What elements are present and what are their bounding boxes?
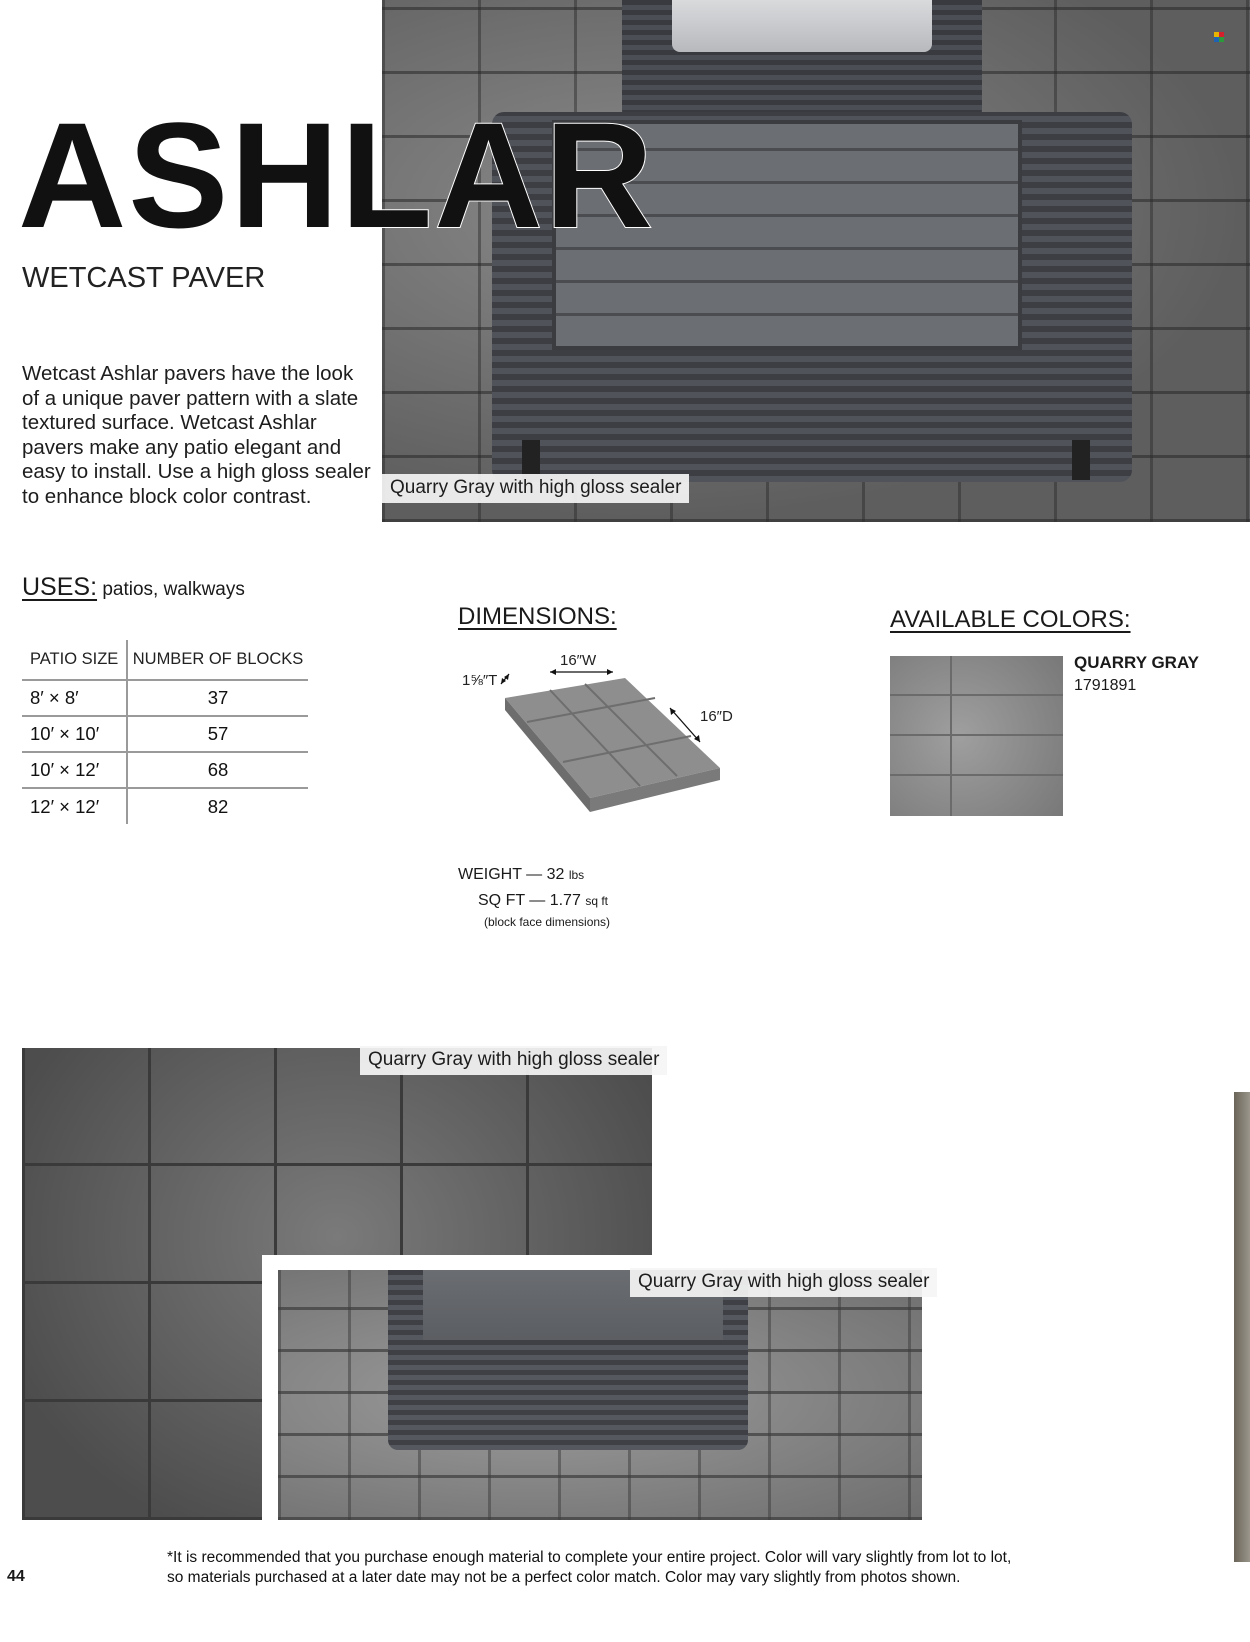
dimensions-note: (block face dimensions) — [484, 915, 611, 929]
patio-photo — [278, 1270, 922, 1520]
specs-block — [458, 862, 610, 930]
table-leg — [1072, 440, 1090, 480]
hero-photo — [382, 0, 1250, 522]
color-code: 1791891 — [1074, 677, 1137, 694]
sqft-value: SQ FT — 1.77 — [478, 892, 581, 909]
page-subtitle: WETCAST PAVER — [22, 262, 266, 294]
patio-size-cell: 10′ × 12′ — [22, 752, 127, 788]
disclaimer — [167, 1548, 1067, 1587]
disclaimer-line: *It is recommended that you purchase enough material to complete your entire project. Color will vary slightly from lot to lot, — [167, 1549, 1012, 1566]
header-patio-size: PATIO SIZE — [22, 640, 127, 680]
colors-heading: AVAILABLE COLORS: — [890, 606, 1131, 633]
page-title: ASHLAR — [18, 91, 655, 259]
patio-size-cell: 12′ × 12′ — [22, 788, 127, 824]
blocks-count-cell: 68 — [127, 752, 308, 788]
depth-label: 16″D — [700, 708, 733, 725]
uses-label: USES: — [22, 573, 98, 601]
hero-caption: Quarry Gray with high gloss sealer — [382, 474, 689, 503]
edge-photo-strip — [1234, 1092, 1250, 1562]
closeup-caption: Quarry Gray with high gloss sealer — [360, 1046, 667, 1075]
table-row — [22, 716, 308, 752]
paver-block-diagram — [455, 650, 755, 855]
thickness-label: 1⅝″T — [462, 672, 498, 689]
dimensions-heading: DIMENSIONS: — [458, 603, 617, 630]
table-row — [22, 752, 308, 788]
color-swatch-quarry-gray — [890, 656, 1063, 816]
uses-value: patios, walkways — [102, 579, 245, 600]
patio-size-cell: 10′ × 10′ — [22, 716, 127, 752]
color-name: QUARRY GRAY — [1074, 653, 1200, 672]
blocks-table — [22, 640, 308, 824]
color-dots-icon — [1214, 32, 1224, 42]
blocks-count-cell: 37 — [127, 680, 308, 716]
table-row — [22, 788, 308, 824]
weight-unit: lbs — [568, 868, 585, 882]
weight-value: WEIGHT — 32 — [458, 866, 565, 883]
page-number: 44 — [7, 1568, 25, 1585]
header-number-of-blocks: NUMBER OF BLOCKS — [127, 640, 308, 680]
blocks-count-cell: 57 — [127, 716, 308, 752]
patio-size-cell: 8′ × 8′ — [22, 680, 127, 716]
product-description: Wetcast Ashlar pavers have the look of a unique paver pattern with a slate textured surface. Wetcast Ashlar pavers make any patio elegant and easy to install. Use a high gloss sealer to enhance block color contrast. — [22, 362, 371, 508]
table-row — [22, 680, 308, 716]
blocks-count-cell: 82 — [207, 795, 229, 817]
weight-line — [458, 862, 610, 888]
patio-caption: Quarry Gray with high gloss sealer — [630, 1268, 937, 1297]
disclaimer-line: so materials purchased at a later date may not be a perfect color match. Color may vary slightly from photos shown. — [167, 1568, 961, 1586]
sqft-unit: sq ft — [585, 894, 608, 908]
uses-line — [22, 573, 245, 602]
chair-cushion — [672, 0, 932, 52]
sqft-line — [458, 888, 610, 914]
width-label: 16″W — [560, 652, 597, 669]
table-header-row — [22, 640, 308, 680]
